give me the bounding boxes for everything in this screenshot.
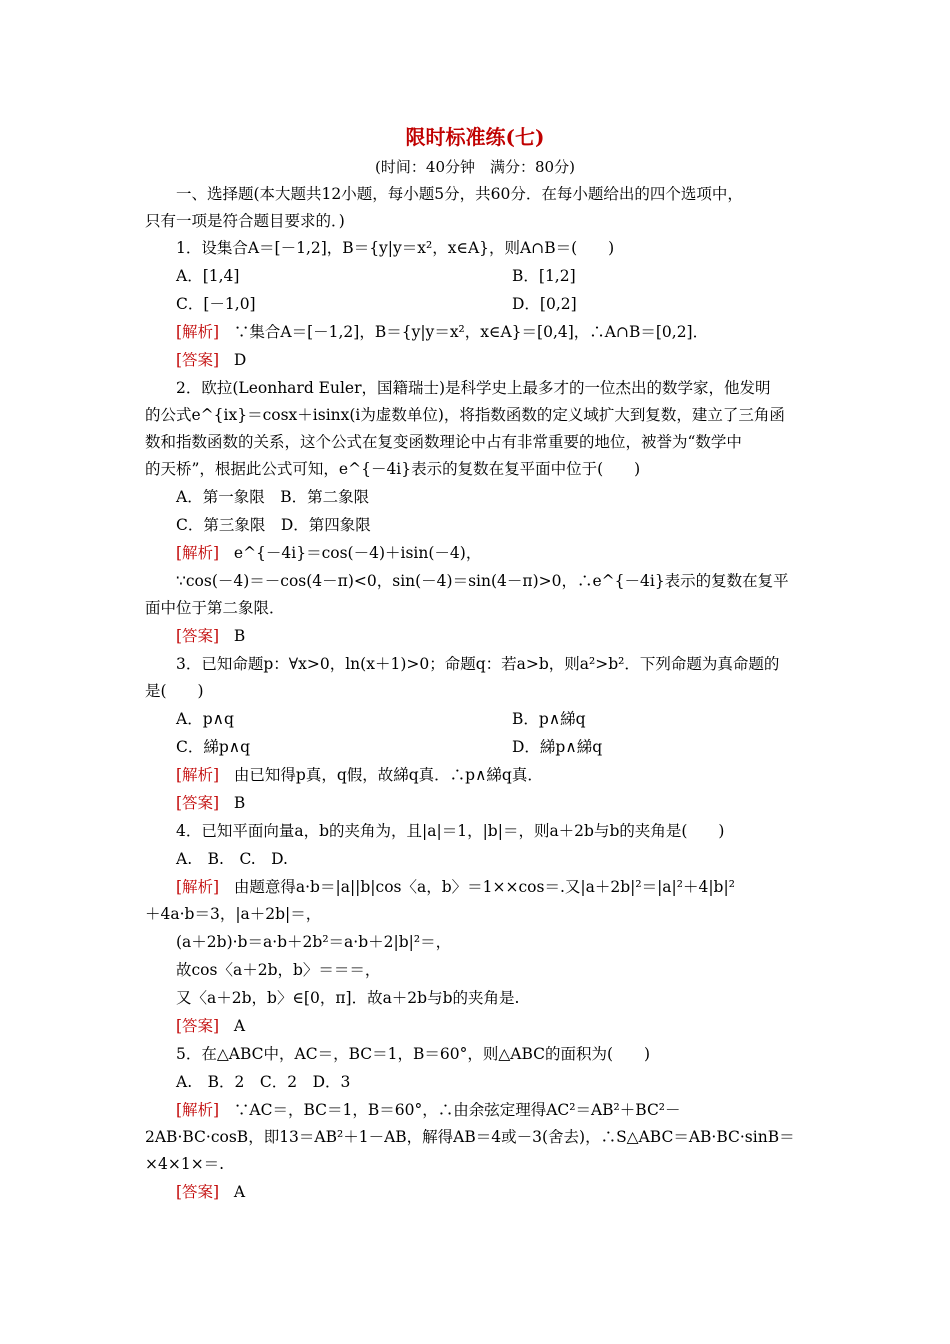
page-title: 限时标准练(七): [405, 125, 545, 149]
q2-stem-line-4: 的天桥”，根据此公式可知，e^{－4i}表示的复数在复平面中位于( ): [145, 460, 641, 478]
answer-label: [答案]: [176, 1017, 220, 1035]
analysis-label: [解析]: [176, 766, 220, 784]
q1-option-b: B．[1,2]: [512, 267, 576, 285]
q1-answer-row: [176, 350, 246, 370]
q3-option-d: D．綈p∧綈q: [512, 738, 603, 756]
q3-option-a: A．p∧q: [176, 710, 234, 728]
q5-analysis-line-2: 2AB·BC·cosB，即13＝AB²＋1－AB，解得AB＝4或－3(舍去)，∴S△ABC＝AB·BC·sinB＝: [145, 1128, 795, 1146]
q3-answer-row: [176, 793, 245, 813]
q5-analysis-line-3: ×4×1×＝.: [145, 1155, 225, 1173]
q4-answer: A: [233, 1017, 246, 1035]
q5-analysis-row: [176, 1100, 681, 1120]
answer-label: [答案]: [176, 794, 220, 812]
q1-option-d: D．[0,2]: [512, 295, 577, 313]
q4-stem: 4．已知平面向量a，b的夹角为，且|a|＝1，|b|＝，则a＋2b与b的夹角是( ): [176, 822, 725, 840]
q4-options: A. B. C. D.: [176, 850, 288, 868]
q3-stem-line-2: 是( ): [145, 682, 204, 700]
q4-analysis-line-1: 由题意得a·b＝|a||b|cos〈a，b〉＝1××cos＝.又|a＋2b|²＝|a|²＋4|b|²: [233, 878, 735, 896]
q2-answer: B: [233, 627, 246, 645]
q1-option-c: C．[－1,0]: [176, 295, 256, 313]
q2-options-row-1: A．第一象限 B．第二象限: [176, 488, 370, 506]
q5-analysis-line-1: ∵AC＝，BC＝1，B＝60°，∴由余弦定理得AC²＝AB²＋BC²－: [233, 1101, 681, 1119]
q2-analysis-line-1: e^{－4i}＝cos(－4)＋isin(－4)，: [233, 544, 482, 562]
q2-answer-row: [176, 626, 245, 646]
answer-label: [答案]: [176, 1183, 220, 1201]
q1-analysis: ∵集合A＝[－1,2]，B＝{y|y＝x²，x∈A}＝[0,4]，∴A∩B＝[0,2]．: [233, 323, 709, 341]
section-intro-line-2: 只有一项是符合题目要求的．): [145, 212, 345, 230]
q2-analysis-line-2: ∵cos(－4)＝－cos(4－π)<0，sin(－4)＝sin(4－π)>0，∴e^{－4i}表示的复数在复平: [176, 572, 789, 590]
q3-option-c: C．綈p∧q: [176, 738, 251, 756]
answer-label: [答案]: [176, 351, 220, 369]
q5-answer: A: [233, 1183, 246, 1201]
q1-analysis-row: [176, 322, 708, 342]
q4-analysis-row: [176, 877, 735, 897]
q5-stem: 5．在△ABC中，AC＝，BC＝1，B＝60°，则△ABC的面积为( ): [176, 1045, 651, 1063]
page-subtitle: (时间：40分钟 满分：80分): [375, 158, 575, 176]
q2-stem-line-2: 的公式e^{ix}＝cosx＋isinx(i为虚数单位)，将指数函数的定义域扩大到复数，建立了三角函: [145, 406, 785, 424]
analysis-label: [解析]: [176, 1101, 220, 1119]
analysis-label: [解析]: [176, 544, 220, 562]
q3-option-b: B．p∧綈q: [512, 710, 586, 728]
q1-answer: D: [233, 351, 247, 369]
answer-label: [答案]: [176, 627, 220, 645]
q3-analysis: 由已知得p真，q假，故綈q真．∴p∧綈q真．: [233, 766, 543, 784]
q3-answer: B: [233, 794, 246, 812]
q4-analysis-line-2: ＋4a·b＝3，|a＋2b|＝，: [145, 905, 322, 923]
section-intro-line-1: 一、选择题(本大题共12小题，每小题5分，共60分．在每小题给出的四个选项中，: [176, 185, 743, 203]
q1-option-a: A．[1,4]: [176, 267, 240, 285]
q4-answer-row: [176, 1016, 245, 1036]
analysis-label: [解析]: [176, 323, 220, 341]
q3-stem-line-1: 3．已知命题p：∀x>0，ln(x＋1)>0；命题q：若a>b，则a²>b²．下列命题为真命题的: [176, 655, 780, 673]
q2-stem-line-1: 2．欧拉(Leonhard Euler，国籍瑞士)是科学史上最多才的一位杰出的数学家，他发明: [176, 379, 771, 397]
q2-stem-line-3: 数和指数函数的关系，这个公式在复变函数理论中占有非常重要的地位，被誉为“数学中: [145, 433, 742, 451]
q2-analysis-line-3: 面中位于第二象限．: [145, 599, 285, 617]
q4-analysis-line-3: (a＋2b)·b＝a·b＋2b²＝a·b＋2|b|²＝，: [176, 933, 452, 951]
q5-answer-row: [176, 1182, 245, 1202]
q1-stem: 1．设集合A＝[－1,2]，B＝{y|y＝x²，x∈A}，则A∩B＝( ): [176, 239, 615, 257]
q4-analysis-line-5: 又〈a＋2b，b〉∈[0，π]．故a＋2b与b的夹角是.: [176, 989, 520, 1007]
q5-options: A. B．2 C．2 D．3: [176, 1073, 351, 1091]
q4-analysis-line-4: 故cos〈a＋2b，b〉＝＝＝，: [176, 961, 381, 979]
q2-options-row-2: C．第三象限 D．第四象限: [176, 516, 371, 534]
q3-analysis-row: [176, 765, 543, 785]
q2-analysis-row: [176, 543, 481, 563]
analysis-label: [解析]: [176, 878, 220, 896]
